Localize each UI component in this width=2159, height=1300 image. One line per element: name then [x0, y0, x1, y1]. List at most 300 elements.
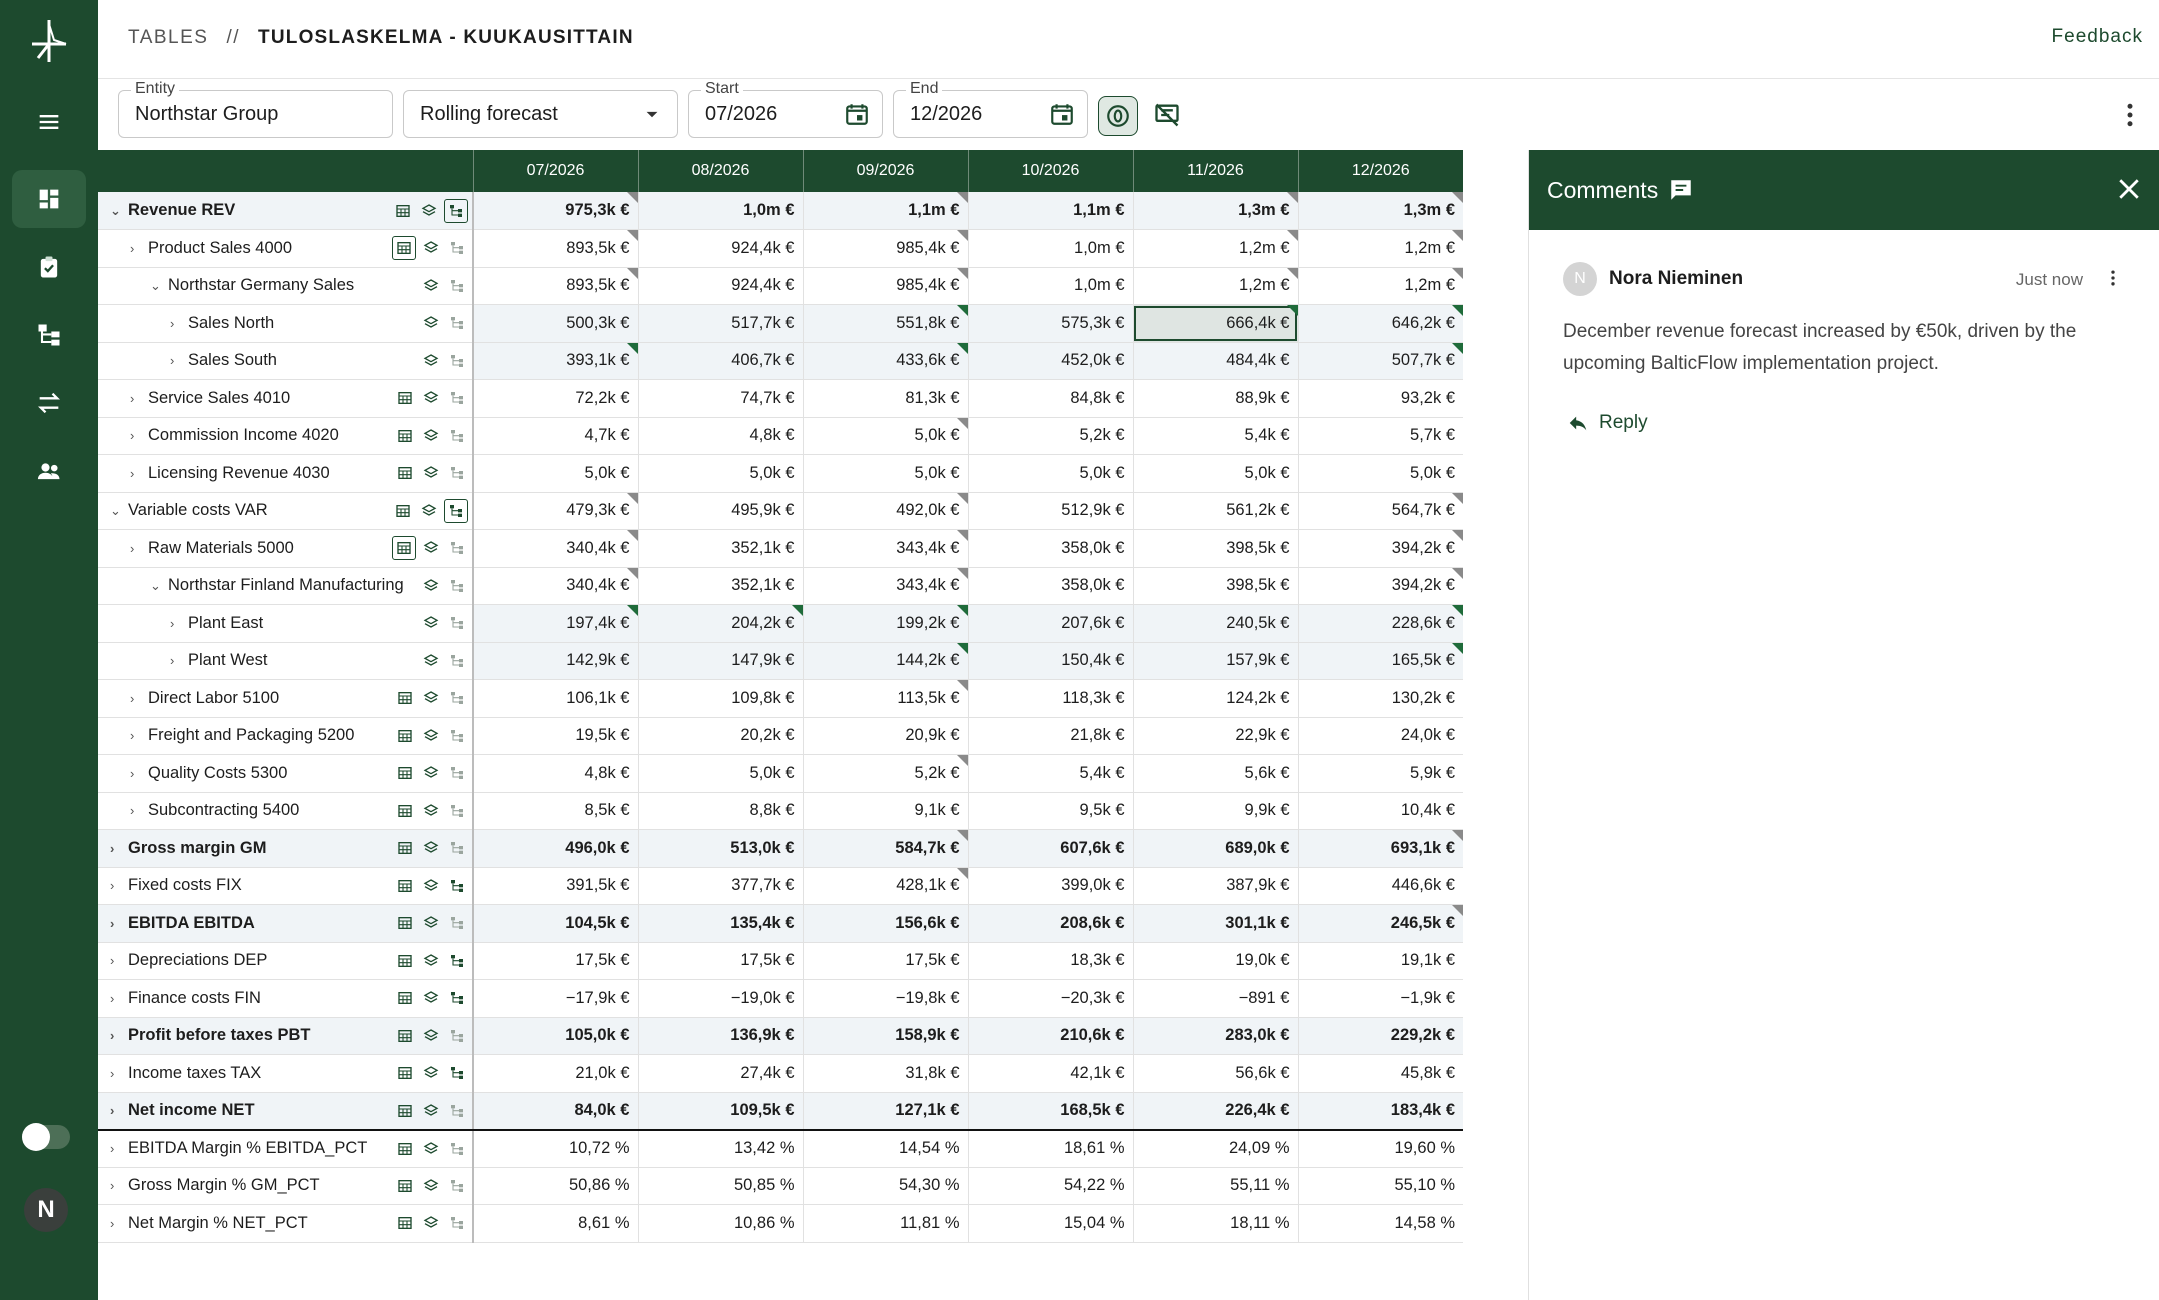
hierarchy-icon[interactable]	[446, 275, 468, 297]
value-cell[interactable]	[638, 1167, 803, 1205]
value-cell[interactable]	[638, 942, 803, 980]
value-cell[interactable]	[803, 830, 968, 868]
chevron-right-icon[interactable]: ›	[110, 1103, 115, 1118]
comment-flag-icon[interactable]	[1452, 493, 1463, 504]
hierarchy-icon[interactable]	[446, 1212, 468, 1234]
row-label[interactable]: Gross Margin % GM_PCT	[128, 1176, 320, 1195]
comment-flag-icon[interactable]	[627, 493, 638, 504]
value-cell[interactable]	[473, 567, 638, 605]
value-cell[interactable]	[473, 455, 638, 493]
value-cell[interactable]	[1298, 305, 1463, 343]
comment-flag-icon[interactable]	[1452, 905, 1463, 916]
layers-icon[interactable]	[420, 312, 442, 334]
table-view-icon[interactable]	[394, 1100, 416, 1122]
comment-flag-icon[interactable]	[957, 643, 968, 654]
value-cell[interactable]	[1298, 417, 1463, 455]
value-cell[interactable]	[968, 717, 1133, 755]
value-cell[interactable]	[473, 305, 638, 343]
tasks-icon[interactable]	[12, 238, 86, 296]
users-icon[interactable]	[12, 442, 86, 500]
value-cell[interactable]	[1133, 1055, 1298, 1093]
value-cell[interactable]	[1298, 605, 1463, 643]
value-cell[interactable]	[1298, 717, 1463, 755]
chevron-right-icon[interactable]: ›	[110, 953, 115, 969]
value-cell[interactable]	[473, 680, 638, 718]
value-cell[interactable]	[638, 980, 803, 1018]
comment-flag-icon[interactable]	[1452, 230, 1463, 241]
chevron-right-icon[interactable]: ›	[130, 803, 135, 819]
value-cell[interactable]	[1133, 792, 1298, 830]
value-cell[interactable]	[638, 717, 803, 755]
value-cell[interactable]	[1298, 530, 1463, 568]
chevron-right-icon[interactable]: ›	[110, 1215, 115, 1231]
row-label[interactable]: Net Margin % NET_PCT	[128, 1213, 308, 1232]
value-cell[interactable]	[803, 1167, 968, 1205]
value-cell[interactable]	[1298, 380, 1463, 418]
comment-flag-icon[interactable]	[627, 568, 638, 579]
layers-icon[interactable]	[420, 1062, 442, 1084]
value-cell[interactable]	[1133, 717, 1298, 755]
value-cell[interactable]	[473, 1092, 638, 1130]
value-cell[interactable]	[638, 267, 803, 305]
value-cell[interactable]	[638, 417, 803, 455]
value-cell[interactable]	[1298, 492, 1463, 530]
layers-icon[interactable]	[420, 762, 442, 784]
chevron-right-icon[interactable]: ›	[110, 1065, 115, 1081]
table-view-icon[interactable]	[392, 236, 416, 260]
value-cell[interactable]	[1133, 605, 1298, 643]
value-cell[interactable]	[803, 605, 968, 643]
row-label[interactable]: Freight and Packaging 5200	[148, 726, 355, 745]
value-cell[interactable]	[1298, 1092, 1463, 1130]
value-cell[interactable]	[638, 530, 803, 568]
value-cell[interactable]	[1298, 1055, 1463, 1093]
hierarchy-icon[interactable]	[446, 462, 468, 484]
hierarchy-icon[interactable]	[446, 387, 468, 409]
value-cell[interactable]	[803, 492, 968, 530]
value-cell[interactable]	[968, 1205, 1133, 1243]
comment-flag-icon[interactable]	[1452, 568, 1463, 579]
more-vertical-icon[interactable]	[2103, 264, 2123, 292]
comment-flag-icon[interactable]	[957, 493, 968, 504]
theme-toggle[interactable]	[22, 1125, 70, 1149]
row-label[interactable]: Income taxes TAX	[128, 1063, 262, 1082]
value-cell[interactable]	[473, 1205, 638, 1243]
comment-flag-icon[interactable]	[627, 530, 638, 541]
value-cell[interactable]	[803, 380, 968, 418]
value-cell[interactable]	[968, 267, 1133, 305]
value-cell[interactable]	[1133, 830, 1298, 868]
hierarchy-icon[interactable]	[446, 312, 468, 334]
value-cell[interactable]	[1133, 1167, 1298, 1205]
value-cell[interactable]	[803, 417, 968, 455]
hierarchy-icon[interactable]	[446, 1100, 468, 1122]
comment-flag-icon[interactable]	[1452, 343, 1463, 354]
comment-flag-icon[interactable]	[627, 268, 638, 279]
comment-flag-icon[interactable]	[957, 568, 968, 579]
chevron-right-icon[interactable]: ›	[130, 540, 135, 556]
hierarchy-icon[interactable]	[446, 425, 468, 447]
value-cell[interactable]	[968, 792, 1133, 830]
hierarchy-icon[interactable]	[446, 237, 468, 259]
layers-icon[interactable]	[420, 650, 442, 672]
value-cell[interactable]	[1133, 642, 1298, 680]
value-cell[interactable]	[968, 380, 1133, 418]
comment-flag-icon[interactable]	[957, 680, 968, 691]
row-label[interactable]: Commission Income 4020	[148, 426, 339, 445]
value-cell[interactable]	[968, 905, 1133, 943]
table-view-icon[interactable]	[394, 837, 416, 859]
value-cell[interactable]	[803, 680, 968, 718]
chevron-right-icon[interactable]: ›	[110, 915, 115, 931]
row-label[interactable]: Plant West	[188, 651, 268, 670]
value-cell[interactable]	[473, 867, 638, 905]
value-cell[interactable]	[1133, 530, 1298, 568]
hierarchy-icon[interactable]	[446, 987, 468, 1009]
layers-icon[interactable]	[420, 1212, 442, 1234]
layers-icon[interactable]	[420, 1025, 442, 1047]
value-cell[interactable]	[968, 342, 1133, 380]
table-view-icon[interactable]	[394, 725, 416, 747]
row-label[interactable]: Profit before taxes PBT	[128, 1026, 311, 1045]
value-cell[interactable]	[638, 380, 803, 418]
column-header[interactable]: 09/2026	[803, 150, 968, 192]
value-cell[interactable]	[803, 1205, 968, 1243]
value-cell[interactable]	[968, 942, 1133, 980]
hierarchy-icon[interactable]	[446, 950, 468, 972]
value-cell[interactable]	[473, 830, 638, 868]
table-view-icon[interactable]	[392, 536, 416, 560]
comment-flag-icon[interactable]	[957, 418, 968, 429]
zero-values-toggle-button[interactable]	[1098, 96, 1138, 136]
row-label[interactable]: Net income NET	[128, 1101, 255, 1119]
row-label[interactable]: Service Sales 4010	[148, 388, 291, 407]
chevron-right-icon[interactable]: ›	[130, 390, 135, 406]
row-label[interactable]: Raw Materials 5000	[148, 538, 294, 557]
value-cell[interactable]	[1298, 1130, 1463, 1168]
feedback-link[interactable]: Feedback	[2051, 26, 2143, 47]
value-cell[interactable]	[1298, 267, 1463, 305]
value-cell[interactable]	[638, 830, 803, 868]
value-cell[interactable]	[1133, 417, 1298, 455]
value-cell[interactable]	[473, 342, 638, 380]
value-cell[interactable]	[638, 1055, 803, 1093]
value-cell[interactable]	[1298, 1017, 1463, 1055]
value-cell[interactable]	[1298, 942, 1463, 980]
value-cell[interactable]	[968, 305, 1133, 343]
comment-flag-icon[interactable]	[1287, 305, 1298, 316]
value-cell[interactable]	[803, 1017, 968, 1055]
hierarchy-icon[interactable]	[446, 875, 468, 897]
more-options-icon[interactable]	[2115, 98, 2145, 132]
hierarchy-icon[interactable]	[446, 1062, 468, 1084]
hierarchy-icon[interactable]	[446, 537, 468, 559]
value-cell[interactable]	[638, 755, 803, 793]
column-header[interactable]: 12/2026	[1298, 150, 1463, 192]
column-header[interactable]: 08/2026	[638, 150, 803, 192]
hierarchy-icon[interactable]	[446, 350, 468, 372]
comment-flag-icon[interactable]	[627, 192, 638, 203]
row-label[interactable]: Variable costs VAR	[128, 501, 268, 520]
value-cell[interactable]	[968, 830, 1133, 868]
table-view-icon[interactable]	[394, 912, 416, 934]
value-cell[interactable]	[473, 605, 638, 643]
hierarchy-icon[interactable]	[446, 687, 468, 709]
value-cell[interactable]	[968, 530, 1133, 568]
calendar-icon[interactable]	[1049, 101, 1075, 127]
hierarchy-icon[interactable]	[446, 1138, 468, 1160]
value-cell[interactable]	[1298, 980, 1463, 1018]
comment-flag-icon[interactable]	[1452, 192, 1463, 203]
value-cell[interactable]	[1133, 942, 1298, 980]
value-cell[interactable]	[1133, 1092, 1298, 1130]
value-cell[interactable]	[803, 942, 968, 980]
value-cell[interactable]	[1133, 905, 1298, 943]
layers-icon[interactable]	[420, 725, 442, 747]
value-cell[interactable]	[803, 1055, 968, 1093]
layers-icon[interactable]	[420, 875, 442, 897]
chevron-right-icon[interactable]: ›	[130, 465, 135, 481]
value-cell[interactable]	[968, 1055, 1133, 1093]
comment-flag-icon[interactable]	[1287, 192, 1298, 203]
value-cell[interactable]	[1298, 342, 1463, 380]
layers-icon[interactable]	[420, 425, 442, 447]
row-label[interactable]: Product Sales 4000	[148, 238, 293, 257]
hierarchy-icon[interactable]	[446, 1175, 468, 1197]
value-cell[interactable]	[1133, 230, 1298, 268]
value-cell[interactable]	[803, 792, 968, 830]
row-label[interactable]: Fixed costs FIX	[128, 876, 242, 895]
value-cell[interactable]	[1298, 455, 1463, 493]
value-cell[interactable]	[638, 1092, 803, 1130]
comment-flag-icon[interactable]	[1452, 268, 1463, 279]
value-cell[interactable]	[473, 717, 638, 755]
value-cell[interactable]	[803, 230, 968, 268]
value-cell[interactable]	[1298, 567, 1463, 605]
layers-icon[interactable]	[420, 387, 442, 409]
value-cell[interactable]	[473, 942, 638, 980]
value-cell[interactable]	[473, 417, 638, 455]
hierarchy-icon[interactable]	[446, 912, 468, 934]
layers-icon[interactable]	[420, 350, 442, 372]
value-cell[interactable]	[803, 717, 968, 755]
comment-flag-icon[interactable]	[957, 230, 968, 241]
comment-flag-icon[interactable]	[792, 605, 803, 616]
chevron-right-icon[interactable]: ›	[110, 1178, 115, 1194]
value-cell[interactable]	[473, 192, 638, 230]
value-cell[interactable]	[1133, 455, 1298, 493]
avatar[interactable]: N	[24, 1188, 68, 1232]
scenario-select[interactable]	[403, 90, 678, 138]
layers-icon[interactable]	[420, 1100, 442, 1122]
layers-icon[interactable]	[420, 575, 442, 597]
value-cell[interactable]	[1298, 1205, 1463, 1243]
hierarchy-icon[interactable]	[12, 306, 86, 364]
value-cell[interactable]	[638, 905, 803, 943]
table-view-icon[interactable]	[394, 462, 416, 484]
value-cell[interactable]	[473, 1017, 638, 1055]
value-cell[interactable]	[1298, 867, 1463, 905]
row-label[interactable]: Northstar Finland Manufacturing	[168, 576, 404, 595]
chevron-right-icon[interactable]: ›	[130, 240, 135, 256]
chevron-right-icon[interactable]: ›	[170, 653, 175, 669]
value-cell[interactable]	[638, 1017, 803, 1055]
value-cell[interactable]	[803, 1092, 968, 1130]
comment-flag-icon[interactable]	[1452, 530, 1463, 541]
layers-icon[interactable]	[420, 950, 442, 972]
value-cell[interactable]	[1133, 342, 1298, 380]
value-cell[interactable]	[473, 1130, 638, 1168]
value-cell[interactable]	[1298, 792, 1463, 830]
layers-icon[interactable]	[420, 837, 442, 859]
dashboard-icon[interactable]	[12, 170, 86, 228]
value-cell[interactable]	[968, 230, 1133, 268]
table-view-icon[interactable]	[394, 987, 416, 1009]
comment-flag-icon[interactable]	[957, 605, 968, 616]
layers-icon[interactable]	[420, 275, 442, 297]
value-cell[interactable]	[473, 267, 638, 305]
comment-flag-icon[interactable]	[1452, 830, 1463, 841]
value-cell[interactable]	[968, 1130, 1133, 1168]
chevron-right-icon[interactable]: ›	[130, 428, 135, 444]
value-cell[interactable]	[638, 455, 803, 493]
value-cell[interactable]	[473, 230, 638, 268]
table-view-icon[interactable]	[394, 762, 416, 784]
hierarchy-icon[interactable]	[446, 762, 468, 784]
chevron-right-icon[interactable]: ›	[170, 315, 175, 331]
layers-icon[interactable]	[420, 1138, 442, 1160]
value-cell[interactable]	[638, 680, 803, 718]
row-label[interactable]: Subcontracting 5400	[148, 801, 300, 820]
layers-icon[interactable]	[420, 912, 442, 934]
value-cell[interactable]	[473, 492, 638, 530]
value-cell[interactable]	[968, 605, 1133, 643]
table-view-icon[interactable]	[394, 1138, 416, 1160]
comment-flag-icon[interactable]	[957, 268, 968, 279]
value-cell[interactable]	[1133, 492, 1298, 530]
value-cell[interactable]	[638, 642, 803, 680]
hierarchy-icon[interactable]	[446, 575, 468, 597]
comment-flag-icon[interactable]	[627, 230, 638, 241]
end-date-field[interactable]	[893, 80, 1088, 138]
value-cell[interactable]	[638, 1130, 803, 1168]
chevron-down-icon[interactable]: ⌄	[150, 277, 161, 293]
table-view-icon[interactable]	[392, 200, 414, 222]
hierarchy-icon[interactable]	[446, 612, 468, 634]
layers-icon[interactable]	[420, 987, 442, 1009]
hierarchy-icon[interactable]	[444, 499, 468, 523]
table-view-icon[interactable]	[394, 875, 416, 897]
entity-field[interactable]	[118, 80, 393, 138]
chevron-right-icon[interactable]: ›	[130, 728, 135, 744]
chevron-right-icon[interactable]: ›	[170, 615, 175, 631]
value-cell[interactable]	[638, 192, 803, 230]
value-cell[interactable]	[638, 1205, 803, 1243]
row-label[interactable]: Sales North	[188, 313, 275, 332]
hide-comments-button[interactable]	[1148, 96, 1186, 134]
value-cell[interactable]	[1133, 267, 1298, 305]
value-cell[interactable]	[638, 567, 803, 605]
value-cell[interactable]	[803, 867, 968, 905]
close-icon[interactable]	[2114, 174, 2144, 204]
comment-flag-icon[interactable]	[1287, 268, 1298, 279]
layers-icon[interactable]	[420, 537, 442, 559]
reply-button[interactable]	[1567, 412, 1648, 434]
value-cell[interactable]	[1133, 1205, 1298, 1243]
calendar-icon[interactable]	[844, 101, 870, 127]
value-cell[interactable]	[803, 755, 968, 793]
comment-flag-icon[interactable]	[627, 605, 638, 616]
chevron-right-icon[interactable]: ›	[170, 353, 175, 369]
column-header[interactable]: 10/2026	[968, 150, 1133, 192]
layers-icon[interactable]	[420, 1175, 442, 1197]
hierarchy-icon[interactable]	[446, 650, 468, 672]
hierarchy-icon[interactable]	[446, 1025, 468, 1047]
value-cell[interactable]	[638, 342, 803, 380]
chevron-down-icon[interactable]: ⌄	[110, 202, 121, 218]
value-cell[interactable]	[968, 1092, 1133, 1130]
layers-icon[interactable]	[420, 462, 442, 484]
row-label[interactable]: Revenue REV	[128, 201, 236, 219]
chevron-down-icon[interactable]: ⌄	[150, 577, 161, 593]
chevron-right-icon[interactable]: ›	[130, 765, 135, 781]
value-cell[interactable]	[638, 867, 803, 905]
layers-icon[interactable]	[420, 800, 442, 822]
value-cell[interactable]	[1133, 380, 1298, 418]
table-view-icon[interactable]	[394, 425, 416, 447]
table-view-icon[interactable]	[392, 500, 414, 522]
layers-icon[interactable]	[420, 612, 442, 634]
row-label[interactable]: Northstar Germany Sales	[168, 276, 355, 295]
hierarchy-icon[interactable]	[446, 800, 468, 822]
value-cell[interactable]	[803, 567, 968, 605]
value-cell[interactable]	[638, 230, 803, 268]
value-cell[interactable]	[968, 980, 1133, 1018]
chevron-right-icon[interactable]: ›	[130, 690, 135, 706]
value-cell[interactable]	[473, 380, 638, 418]
chevron-down-icon[interactable]: ⌄	[110, 502, 121, 518]
value-cell[interactable]	[968, 492, 1133, 530]
value-cell[interactable]	[638, 792, 803, 830]
comment-flag-icon[interactable]	[1452, 605, 1463, 616]
table-view-icon[interactable]	[394, 950, 416, 972]
value-cell[interactable]	[473, 755, 638, 793]
chevron-right-icon[interactable]: ›	[110, 840, 115, 856]
value-cell[interactable]	[803, 305, 968, 343]
comment-flag-icon[interactable]	[957, 343, 968, 354]
comment-flag-icon[interactable]	[957, 755, 968, 766]
value-cell[interactable]	[968, 1017, 1133, 1055]
comment-flag-icon[interactable]	[1287, 230, 1298, 241]
comment-flag-icon[interactable]	[1452, 643, 1463, 654]
row-label[interactable]: EBITDA Margin % EBITDA_PCT	[128, 1139, 368, 1157]
value-cell[interactable]	[803, 192, 968, 230]
value-cell[interactable]	[1298, 830, 1463, 868]
comment-flag-icon[interactable]	[957, 868, 968, 879]
value-cell[interactable]	[1133, 567, 1298, 605]
layers-icon[interactable]	[420, 237, 442, 259]
chevron-right-icon[interactable]: ›	[110, 990, 115, 1006]
value-cell[interactable]	[638, 605, 803, 643]
value-cell[interactable]	[638, 492, 803, 530]
value-cell[interactable]	[803, 642, 968, 680]
column-header[interactable]: 11/2026	[1133, 150, 1298, 192]
table-view-icon[interactable]	[394, 687, 416, 709]
value-cell[interactable]	[803, 905, 968, 943]
value-cell[interactable]	[1298, 192, 1463, 230]
value-cell[interactable]	[638, 305, 803, 343]
value-cell[interactable]	[473, 1055, 638, 1093]
